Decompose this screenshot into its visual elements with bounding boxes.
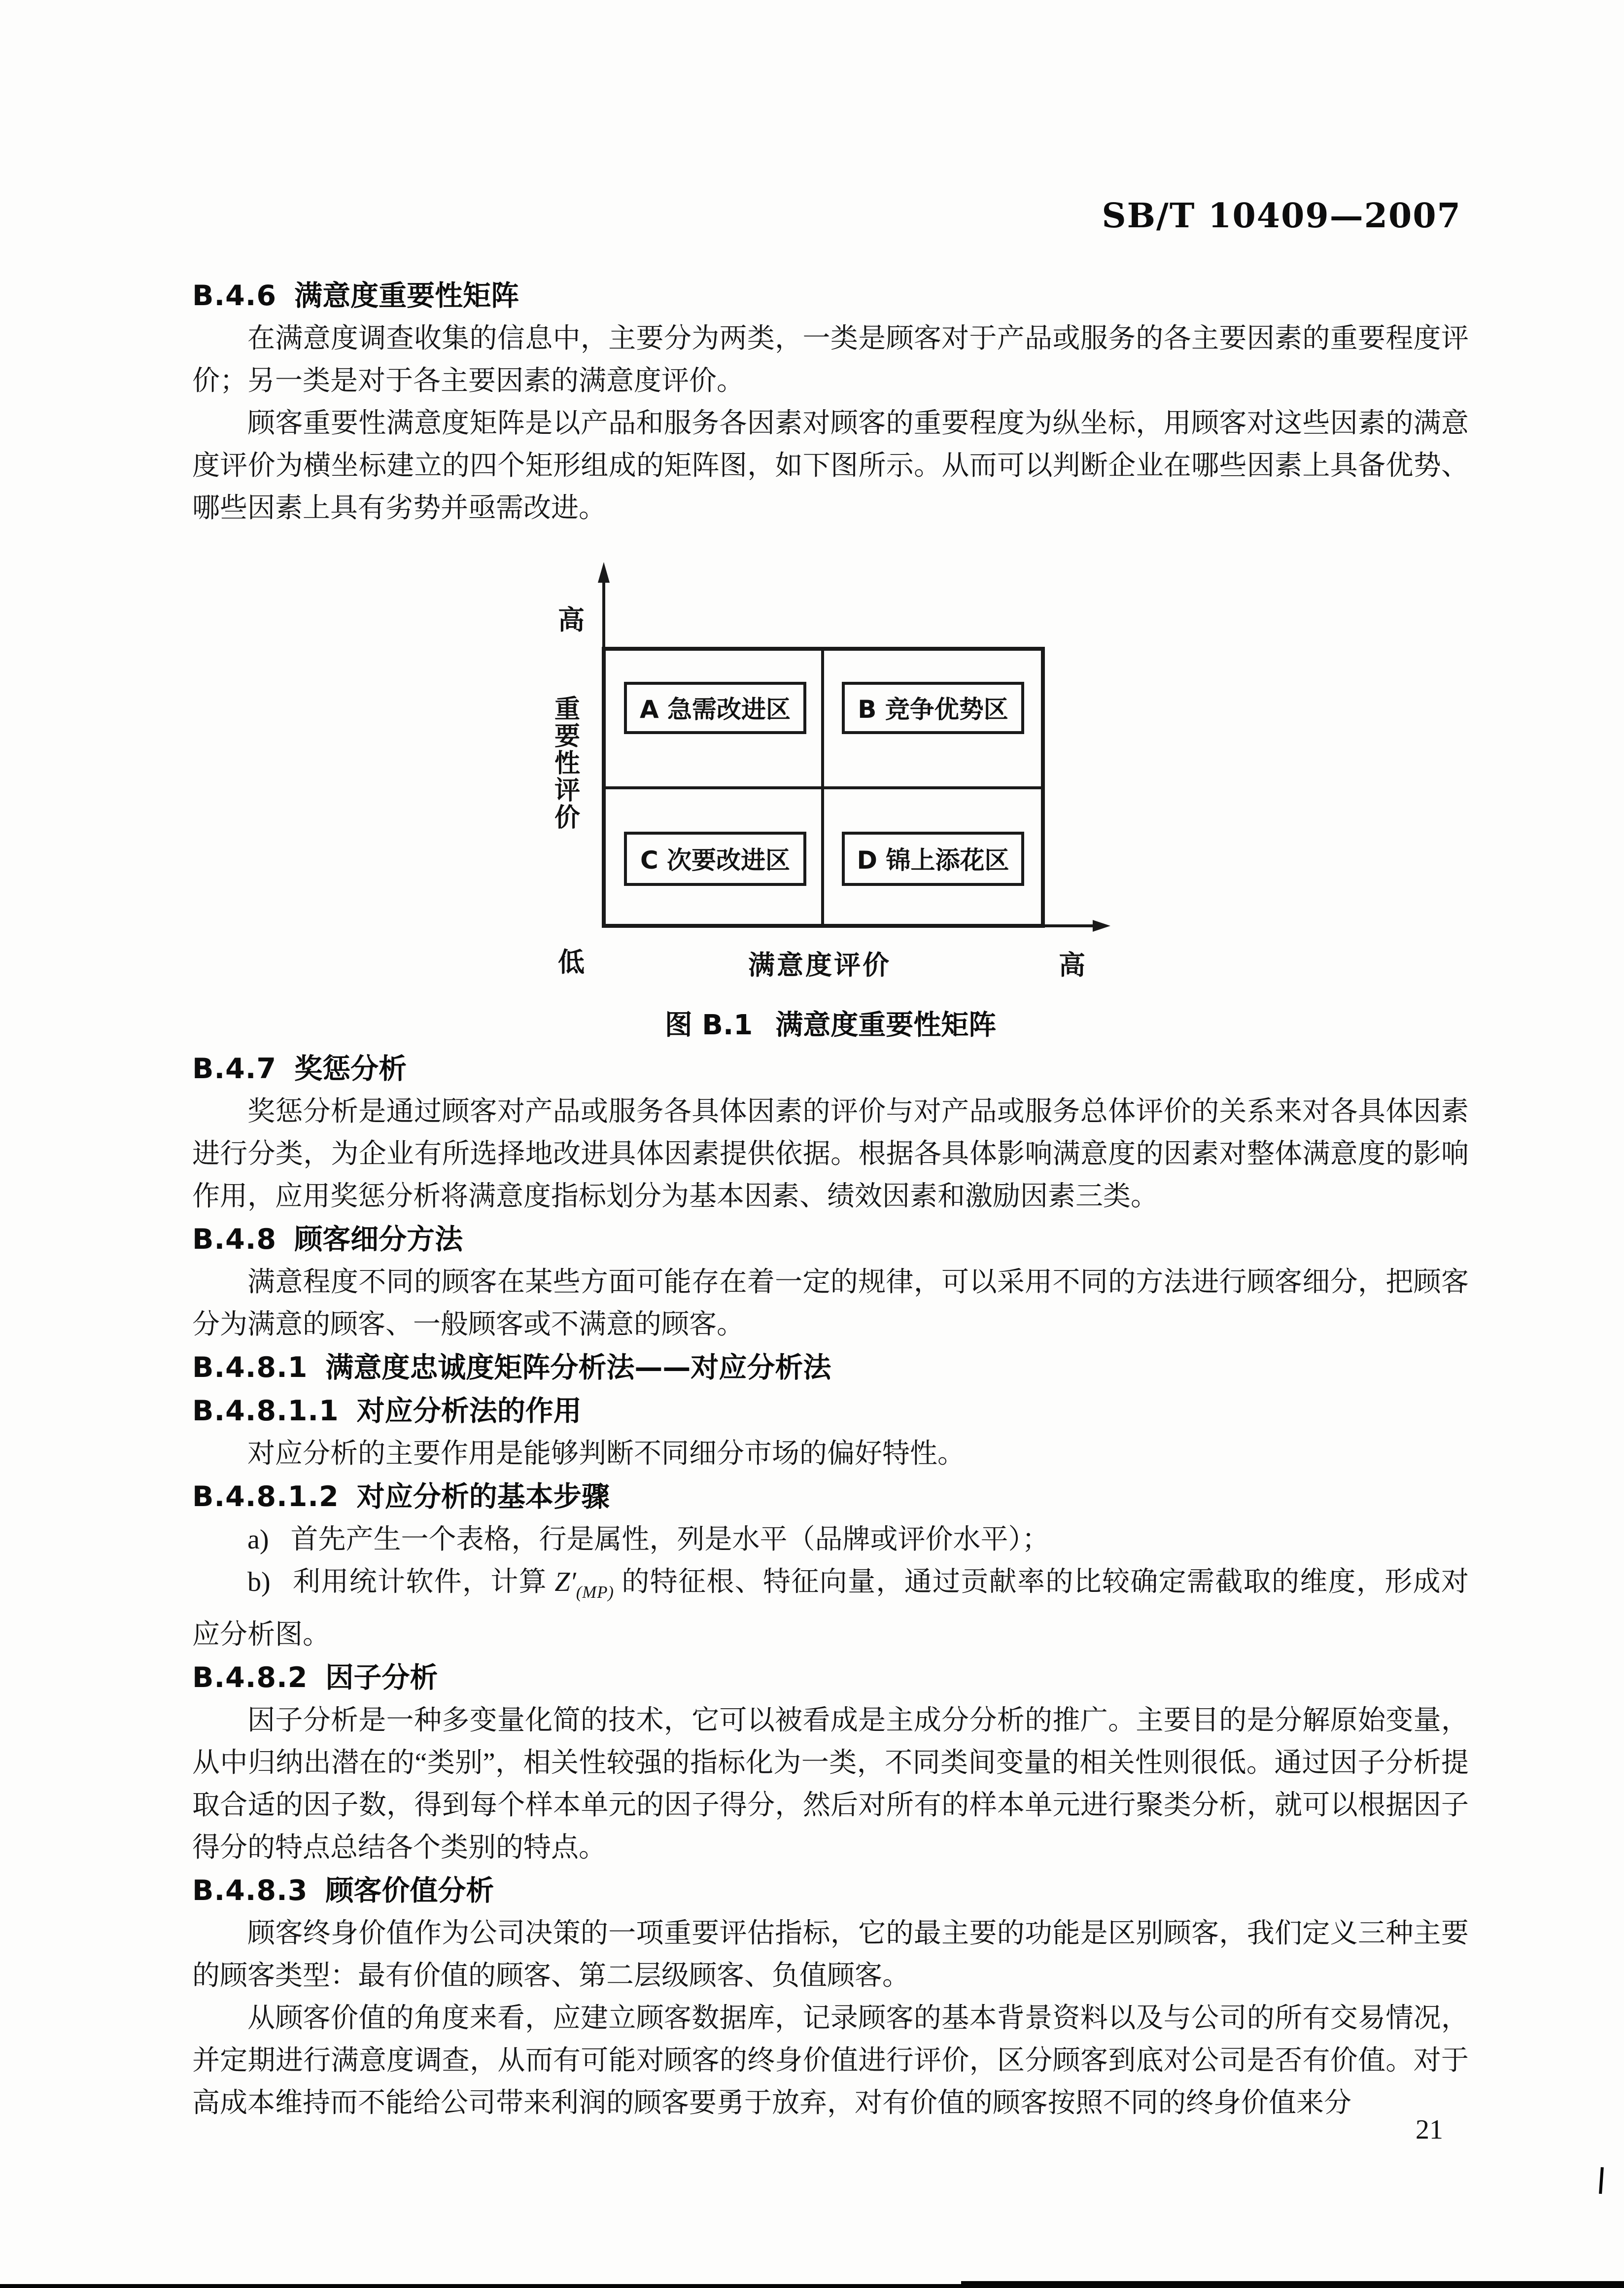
- heading-b481: [192, 1346, 1469, 1389]
- heading-title: 顾客价值分析: [325, 1874, 494, 1907]
- document-body: [192, 274, 1469, 2124]
- quadrant-a-label: A 急需改进区: [639, 695, 791, 724]
- heading-title: 对应分析法的作用: [356, 1395, 582, 1427]
- quadrant-d-label: D 锦上添花区: [857, 846, 1009, 875]
- scan-artifact-bottom-bar: [961, 2281, 1624, 2288]
- formula-variable: Z′: [554, 1567, 576, 1597]
- heading-b482: [192, 1656, 1469, 1699]
- heading-number: B.4.8.2: [192, 1661, 308, 1694]
- satisfaction-importance-matrix-diagram: [510, 559, 1151, 1003]
- y-axis-low-label: 低: [558, 947, 585, 978]
- y-axis-high-label: 高: [558, 604, 585, 635]
- paragraph-b46-1: 在满意度调查收集的信息中，主要分为两类，一类是顾客对于产品或服务的各主要因素的重要程度评价；另一类是对于各主要因素的满意度评价。: [192, 323, 1469, 396]
- list-item-b-text-post: 的特征根、特征向量，通过贡献率的比较确定需截取的维度，形成对应分析图。: [192, 1567, 1469, 1650]
- x-axis-title: 满意度评价: [748, 950, 891, 981]
- list-marker: a): [247, 1524, 269, 1555]
- heading-number: B.4.8.1.2: [192, 1480, 339, 1513]
- formula-subscript-text: (MP): [576, 1583, 614, 1602]
- list-item-b: [192, 1561, 1469, 1656]
- list-item-b-text-pre: 利用统计软件，计算: [292, 1567, 555, 1597]
- heading-b4812: [192, 1475, 1469, 1518]
- paragraph-b483-2: 从顾客价值的角度来看，应建立顾客数据库，记录顾客的基本背景资料以及与公司的所有交易情况，并定期进行满意度调查，从而有可能对顾客的终身价值进行评价，区分顾客到底对公司是否有价值。对于高成本维持而不能给公司带来利润的顾客要勇于放弃，对有价值的顾客按照不同的终身价值来分: [192, 2003, 1469, 2118]
- x-axis-high-label: 高: [1059, 950, 1085, 981]
- list-item-a-text: 首先产生一个表格，行是属性，列是水平（品牌或评价水平）；: [290, 1524, 1050, 1555]
- heading-title: 顾客细分方法: [294, 1223, 463, 1256]
- heading-title: 因子分析: [325, 1661, 438, 1694]
- heading-title: 满意度重要性矩阵: [294, 280, 519, 312]
- list-marker: b): [247, 1567, 271, 1597]
- y-axis-title-char: 性: [554, 749, 581, 778]
- y-axis-title-char: 价: [554, 803, 581, 833]
- y-axis-title-char: 评: [554, 776, 581, 806]
- figure-caption: [192, 1004, 1469, 1047]
- formula-subscript: [576, 1583, 614, 1602]
- heading-b483: [192, 1869, 1469, 1912]
- heading-number: B.4.6: [192, 280, 277, 312]
- figure-b1-matrix: [510, 559, 1151, 1003]
- y-axis-arrow-icon: [598, 562, 610, 583]
- heading-b46: [192, 274, 1469, 317]
- heading-b47: [192, 1047, 1469, 1091]
- heading-title: 对应分析的基本步骤: [356, 1480, 610, 1513]
- scan-artifact-bottom-bar: [0, 2284, 961, 2288]
- paragraph-b48-1: 满意程度不同的顾客在某些方面可能存在着一定的规律，可以采用不同的方法进行顾客细分，把顾客分为满意的顾客、一般顾客或不满意的顾客。: [192, 1267, 1469, 1340]
- y-axis-title-char: 重: [554, 695, 581, 724]
- figure-caption-title: 满意度重要性矩阵: [775, 1009, 997, 1041]
- list-item-a: [192, 1518, 1469, 1561]
- paragraph-b482-1: 因子分析是一种多变量化简的技术，它可以被看成是主成分分析的推广。主要目的是分解原始变量，从中归纳出潜在的“类别”，相关性较强的指标化为一类，不同类间变量的相关性则很低。通过因子分析提取合适的因子数，得到每个样本单元的因子得分，然后对所有的样本单元进行聚类分析，就可以根据因子得分的特点总结各个类别的特点。: [192, 1705, 1469, 1863]
- scan-artifact-edge-mark: [1599, 2167, 1604, 2194]
- paragraph-b47-1: 奖惩分析是通过顾客对产品或服务各具体因素的评价与对产品或服务总体评价的关系来对各具体因素进行分类，为企业有所选择地改进具体因素提供依据。根据各具体影响满意度的因素对整体满意度的影响作用，应用奖惩分析将满意度指标划分为基本因素、绩效因素和激励因素三类。: [192, 1096, 1469, 1212]
- heading-number: B.4.8.1: [192, 1351, 308, 1384]
- quadrant-b-label: B 竞争优势区: [858, 695, 1008, 724]
- heading-title: 奖惩分析: [294, 1053, 407, 1085]
- quadrant-c-label: C 次要改进区: [640, 846, 791, 875]
- y-axis-title-char: 要: [554, 722, 581, 751]
- heading-number: B.4.8.1.1: [192, 1395, 339, 1427]
- figure-caption-number: 图 B.1: [664, 1009, 753, 1041]
- heading-number: B.4.8: [192, 1223, 277, 1256]
- x-axis-arrow-icon: [1093, 920, 1110, 932]
- paragraph-b46-2: 顾客重要性满意度矩阵是以产品和服务各因素对顾客的重要程度为纵坐标，用顾客对这些因素的满意度评价为横坐标建立的四个矩形组成的矩阵图，如下图所示。从而可以判断企业在哪些因素上具备优势、哪些因素上具有劣势并亟需改进。: [192, 408, 1469, 524]
- paragraph-b483-1: 顾客终身价值作为公司决策的一项重要评估指标，它的最主要的功能是区别顾客，我们定义三种主要的顾客类型：最有价值的顾客、第二层级顾客、负值顾客。: [192, 1918, 1469, 1991]
- heading-b48: [192, 1218, 1469, 1261]
- heading-title: 满意度忠诚度矩阵分析法——对应分析法: [325, 1351, 831, 1384]
- standard-number: SB/T 10409—2007: [1102, 196, 1461, 236]
- paragraph-b4811-1: 对应分析的主要作用是能够判断不同细分市场的偏好特性。: [247, 1439, 965, 1469]
- page-number: 21: [1416, 2114, 1443, 2145]
- heading-number: B.4.7: [192, 1053, 277, 1085]
- heading-b4811: [192, 1389, 1469, 1433]
- heading-number: B.4.8.3: [192, 1874, 308, 1907]
